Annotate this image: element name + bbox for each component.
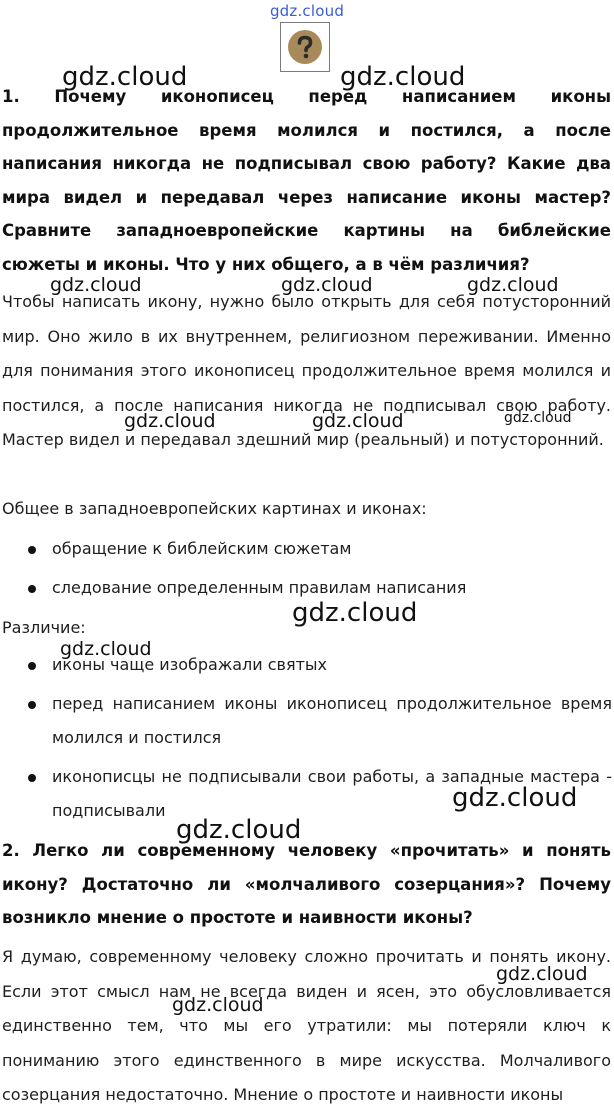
list-item: перед написанием иконы иконописец продолжительное время молился и постился [0, 687, 612, 755]
list-item: обращение к библейским сюжетам [0, 532, 612, 566]
watermark: gdz.cloud [50, 274, 142, 296]
watermark: gdz.cloud [312, 410, 404, 432]
watermark: gdz.cloud [292, 598, 418, 628]
list-item: иконописцы не подписывали свои работы, а западные мастера - подписывали [0, 760, 612, 828]
watermark: gdz.cloud [172, 994, 264, 1016]
question-2: 2. Легко ли современному человеку «прочитать» и понять икону? Достаточно ли «молчаливого созерцания»? Почему возникло мнение о простоте и наивности иконы? [2, 841, 611, 927]
watermark: gdz.cloud [60, 638, 152, 660]
question-mark-icon [287, 29, 323, 65]
watermark: gdz.cloud [176, 815, 302, 845]
bullet-icon [28, 662, 36, 670]
site-label[interactable]: gdz.cloud [269, 2, 345, 20]
list-item: иконы чаще изображали святых [0, 648, 612, 682]
watermark: gdz.cloud [496, 963, 588, 985]
bullet-icon [28, 585, 36, 593]
list-item: следование определенным правилам написания [0, 571, 612, 605]
question-1: 1. Почему иконописец перед написанием иконы продолжительное время молился и постился, а после написания никогда не подписывал свою работу? Какие два мира видел и передавал через написание иконы мастер? Сравните западноевропейские картины на библейские сюжеты и иконы. Что у них общего, а в чём различия? [2, 87, 611, 274]
watermark: gdz.cloud [281, 274, 373, 296]
watermark: gdz.cloud [62, 62, 188, 92]
bullet-icon [28, 774, 36, 782]
watermark: gdz.cloud [124, 410, 216, 432]
watermark: gdz.cloud [452, 783, 578, 813]
difference-label: Различие: [2, 618, 86, 637]
common-list [0, 532, 612, 605]
watermark: gdz.cloud [467, 274, 559, 296]
answer-1-paragraph: Чтобы написать икону, нужно было открыть для себя потусторонний мир. Оно жило в их внутреннем, религиозном переживании. Именно для понимания этого иконописец продолжительное время молился и постился, а после написания никогда не подписывал свою работу. Мастер видел и передавал здешний мир (реальный) и потусторонний. [2, 292, 611, 449]
bullet-icon [28, 701, 36, 709]
common-label: Общее в западноевропейских картинах и иконах: [2, 499, 427, 518]
bullet-icon [28, 546, 36, 554]
watermark: gdz.cloud [340, 62, 466, 92]
help-button[interactable] [280, 22, 330, 72]
watermark: gdz.cloud [504, 410, 572, 426]
answer-2-paragraph: Я думаю, современному человеку сложно прочитать и понять икону. Если этот смысл нам не всегда виден и ясен, это обусловливается единственно тем, что мы его утратили: мы потеряли ключ к пониманию этого единственного в мире искусства. Молчаливого созерцания недостаточно. Мнение о простоте и наивности иконы [2, 947, 611, 1104]
